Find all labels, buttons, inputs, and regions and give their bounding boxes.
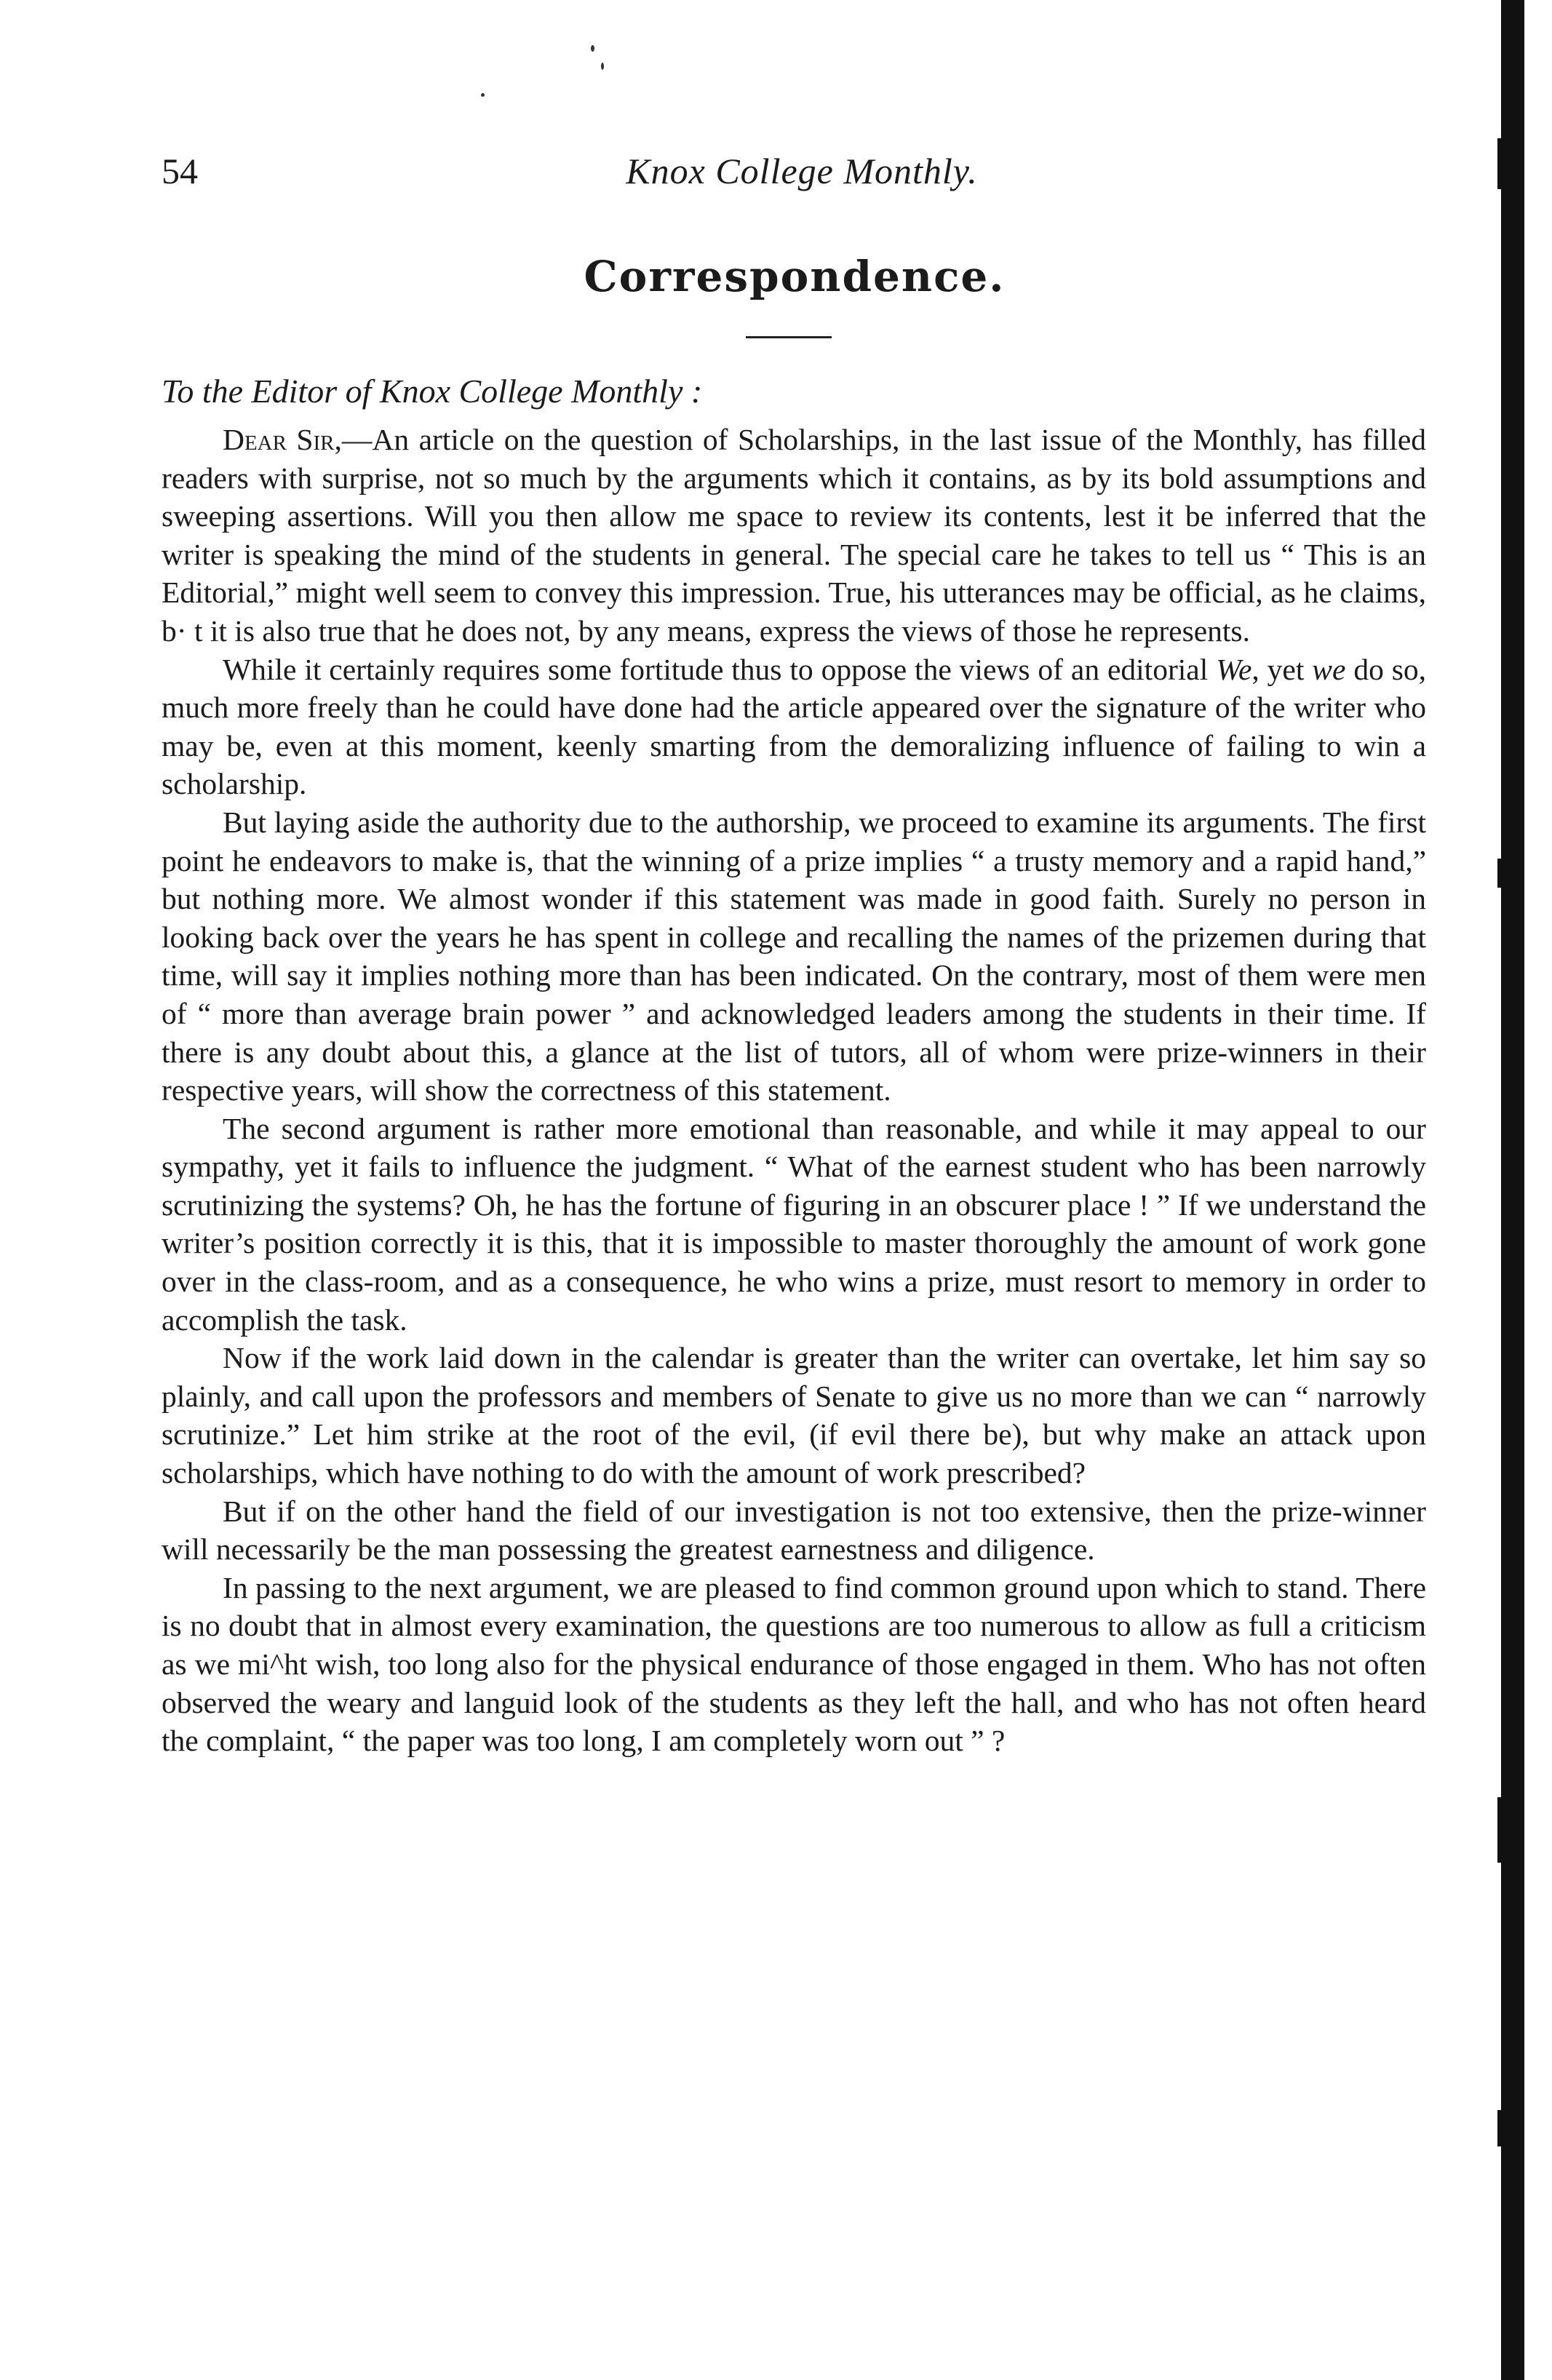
- scan-speck: [591, 45, 594, 52]
- paragraph-text: —An article on the question of Scholarships, in the last issue of the Monthly, has filled readers with surprise, not so much by the arguments which it contains, as by its bold assumptions and sweeping assertions. Will you then allow me space to review its contents, lest it be inferred that the writer is speaking the mind of the students in general. The special care he takes to tell us “ This is an Editorial,” might well seem to convey this impression. True, his utterances may be official, as he claims, b· t it is also true that he does not, by any means, express the views of those he represents.: [162, 423, 1426, 648]
- paragraph-text: , yet: [1251, 652, 1313, 686]
- edge-notch: [1497, 859, 1505, 888]
- section-title: Correspondence.: [584, 252, 1006, 301]
- page-header: [162, 149, 1442, 207]
- paragraph: But if on the other hand the field of our investigation is not too extensive, then the prize-winner will necessarily be the man possessing the greatest earnestness and diligence.: [162, 1494, 1426, 1567]
- salutation: To the Editor of Knox College Monthly :: [162, 373, 703, 410]
- title-rule: [746, 336, 832, 338]
- paragraph-text: do so, much more freely than he could have done had the article appeared over the signature of the writer who may be, even at this moment, keenly smarting from the demoralizing influence of failing to win a scholarship.: [162, 652, 1427, 801]
- paragraph: But laying aside the authority due to the authorship, we proceed to examine its arguments. The first point he endeavors to make is, that the winning of a prize implies “ a trusty memory and a rapid hand,” but nothing more. We almost wonder if this statement was made in good faith. Surely no person in looking back over the years he has spent in college and recalling the names of the prizemen during that time, will say it implies nothing more than has been indicated. On the contrary, most of them were men of “ more than average brain power ” and acknowledged leaders among the students in their time. If there is any doubt about this, a glance at the list of tutors, all of whom were prize-winners in their respective years, will show the correctness of this statement.: [162, 805, 1426, 1107]
- paragraph: In passing to the next argument, we are pleased to find common ground upon which to stand. There is no doubt that in almost every examination, the questions are too numerous to allow as full a criticism as we mi^ht wish, too long also for the physical endurance of those engaged in them. Who has not often observed the weary and languid look of the students as they left the hall, and who has not often heard the complaint, “ the paper was too long, I am completely worn out ” ?: [162, 1570, 1426, 1758]
- paragraph: [162, 421, 1426, 650]
- salutation-lead: Dear Sir,: [223, 423, 342, 456]
- edge-notch: [1497, 138, 1505, 189]
- running-title: Knox College Monthly.: [626, 151, 978, 191]
- paragraph: Now if the work laid down in the calendar is greater than the writer can overtake, let him say so plainly, and call upon the professors and members of Senate to give us no more than we can “ narrowly scrutinize.” Let him strike at the root of the evil, (if evil there be), but why make an attack upon scholarships, which have nothing to do with the amount of work prescribed?: [162, 1341, 1426, 1490]
- page-margin-right: [1524, 0, 1552, 2380]
- edge-notch: [1497, 2110, 1505, 2146]
- italic-word: We: [1216, 652, 1252, 686]
- paragraph: The second argument is rather more emotional than reasonable, and while it may appeal to our sympathy, yet it fails to influence the judgment. “ What of the earnest student who has been narrowly scrutinizing the systems? Oh, he has the fortune of figuring in an obscurer place ! ” If we understand the writer’s position correctly it is this, that it is impossible to master thoroughly the amount of work gone over in the class-room, and as a consequence, he who wins a prize, must resort to memory in order to accomplish the task.: [162, 1111, 1426, 1337]
- letter-body: [162, 421, 1426, 1760]
- page-number: 54: [162, 151, 198, 191]
- page-edge-shadow: [1501, 0, 1524, 2380]
- scan-speck: [481, 93, 485, 97]
- italic-word: we: [1312, 652, 1346, 686]
- edge-notch: [1497, 1797, 1505, 1863]
- scan-speck: [601, 63, 604, 70]
- paragraph-text: While it certainly requires some fortitude thus to oppose the views of an editorial: [223, 652, 1217, 686]
- paragraph: [162, 650, 1426, 803]
